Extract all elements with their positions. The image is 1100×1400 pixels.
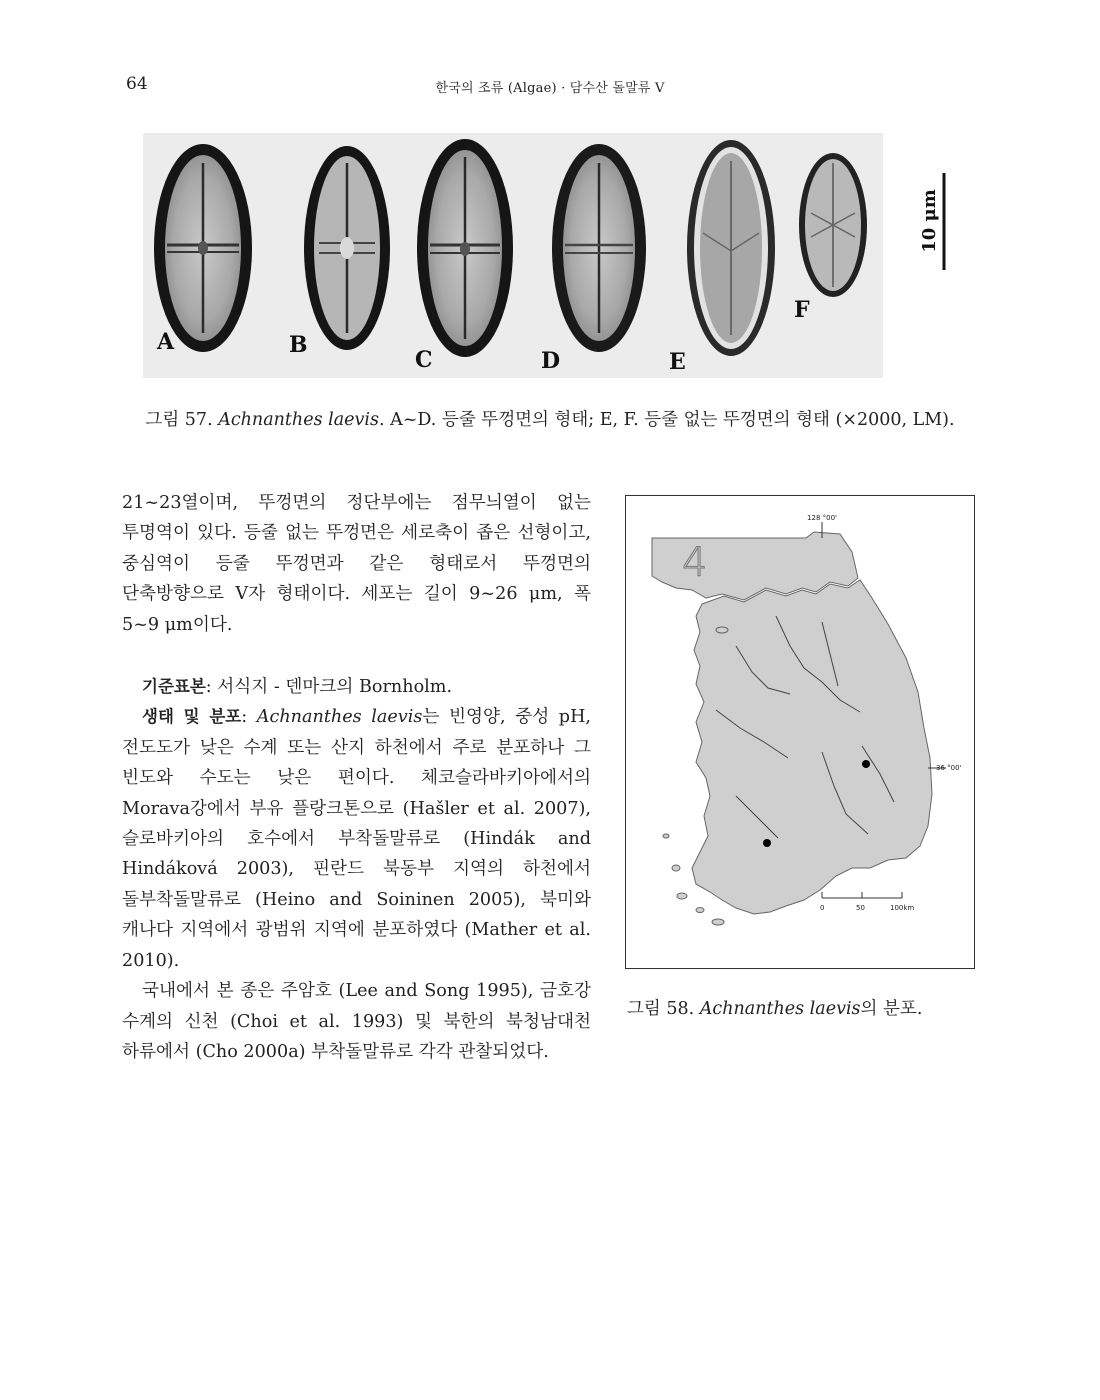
valve-f xyxy=(799,153,867,297)
caption-57-text: . A~D. 등줄 뚜껑면의 형태; E, F. 등줄 없는 뚜껑면의 형태 (×2000, LM). xyxy=(378,410,955,430)
map-number: 4 xyxy=(682,540,708,586)
panel-label-c: C xyxy=(415,347,433,373)
type-specimen-text: : 서식지 - 덴마크의 Bornholm. xyxy=(205,677,453,698)
scale-tick-0: 0 xyxy=(820,904,825,912)
ecology-label: 생태 및 분포 xyxy=(142,707,242,727)
ecology-text: 는 빈영양, 중성 pH, 전도도가 낮은 수계 또는 산지 하천에서 주로 분포하나 그 빈도와 수도는 낮은 편이다. 체코슬라바키아에서의 Morava강에서 부유 플랑크톤으로 (Hašler et al. 2007), 슬로바키아의 호수에서 부착돌말류로 (Hindák and Hindáková 2003), 핀란드 북동부 지역의 하천에서 돌부착돌말류로 (Heino and Soininen 2005), 북미와 캐나다 지역에서 광범위 지역에 분포하였다 (Mather et al. 2010). xyxy=(122,707,592,971)
valve-e xyxy=(687,140,775,356)
valve-b xyxy=(304,146,390,350)
panel-label-d: D xyxy=(541,348,561,374)
paragraph-domestic: 국내에서 본 종은 주암호 (Lee and Song 1995), 금호강 수계의 신천 (Choi et al. 1993) 및 북한의 북청남대천 하류에서 (Cho 2000a) 부착돌말류로 각각 관찰되었다. xyxy=(122,981,591,1062)
ecology-species: Achnanthes laevis xyxy=(256,707,423,728)
valve-d xyxy=(552,144,646,352)
caption-57-species: Achnanthes laevis xyxy=(218,410,379,430)
page-number: 64 xyxy=(126,74,148,94)
latitude-label: 36 °00' xyxy=(936,764,962,772)
figure-58-caption xyxy=(627,995,922,1020)
caption-58-species: Achnanthes laevis xyxy=(699,999,861,1019)
longitude-label: 128 °00' xyxy=(807,514,837,522)
valve-c xyxy=(417,139,513,357)
scale-tick-50: 50 xyxy=(856,904,865,912)
scale-bar-label: 10 μm xyxy=(919,189,940,253)
panel-label-b: B xyxy=(289,332,308,358)
figure-57-caption xyxy=(0,406,1100,431)
paragraph-description: 21~23열이며, 뚜껑면의 정단부에는 점무늬열이 없는 투명역이 있다. 등줄 없는 뚜껑면은 세로축이 좁은 선형이고, 중심역이 등줄 뚜껑면과 같은 형태로서 뚜껑면의 단축방향으로 V자 형태이다. 세포는 길이 9~26 μm, 폭 5~9 μm이다. xyxy=(122,493,591,635)
occurrence-point xyxy=(763,839,771,847)
valve-a xyxy=(154,144,252,352)
caption-58-suffix: 의 분포. xyxy=(860,999,923,1019)
paragraph-type-specimen xyxy=(122,672,591,702)
paragraph-ecology xyxy=(122,702,591,976)
panel-label-f: F xyxy=(794,297,810,323)
panel-label-a: A xyxy=(157,329,175,355)
ecology-colon: : xyxy=(241,707,257,728)
body-text xyxy=(122,488,591,1067)
occurrence-point xyxy=(862,760,870,768)
caption-58-prefix: 그림 58. xyxy=(627,999,695,1019)
panel-label-e: E xyxy=(669,349,686,375)
figure-58-map xyxy=(625,495,975,969)
caption-57-prefix: 그림 57. xyxy=(145,410,213,430)
type-specimen-label: 기준표본 xyxy=(142,677,206,697)
running-title: 한국의 조류 (Algae) · 담수산 돌말류 V xyxy=(435,81,665,96)
figure-57-micrographs xyxy=(143,133,965,378)
scale-tick-100km: 100km xyxy=(890,904,915,912)
